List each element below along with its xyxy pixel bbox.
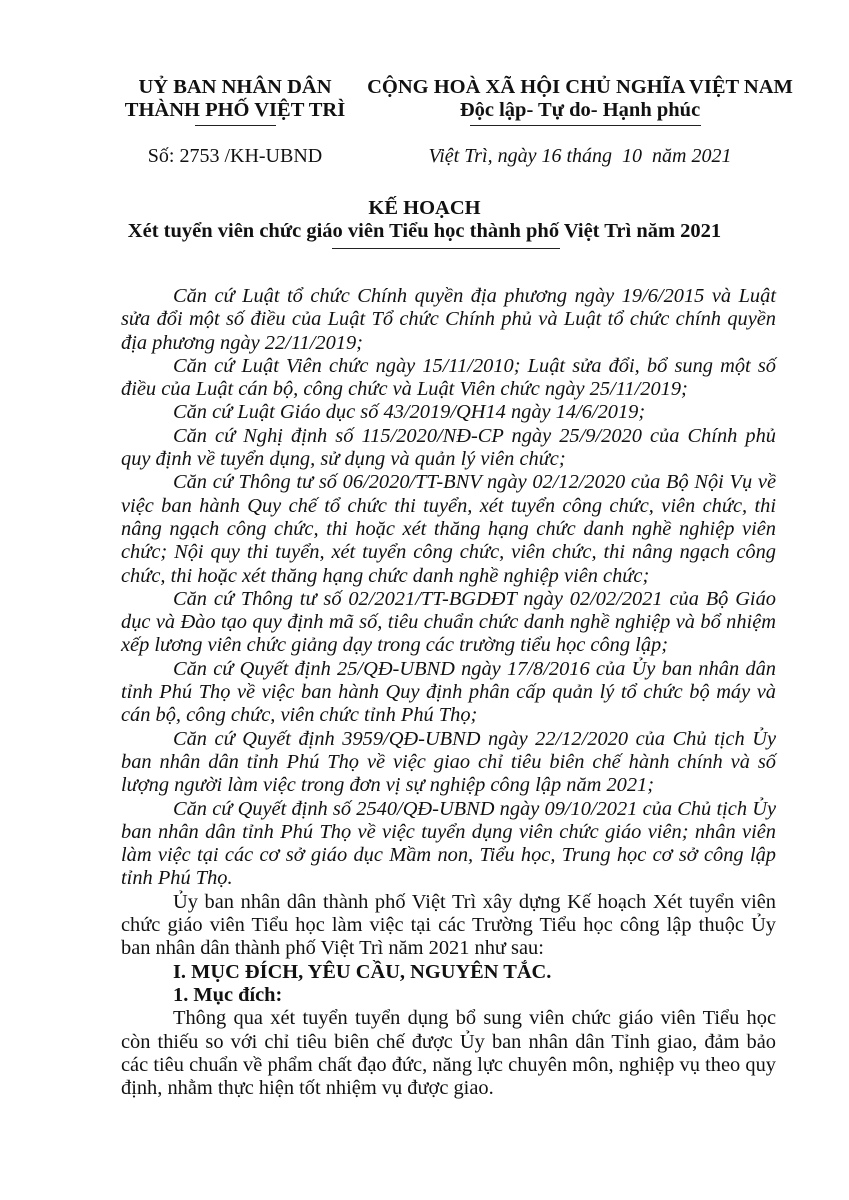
intro-paragraph: Ủy ban nhân dân thành phố Việt Trì xây dựng Kế hoạch Xét tuyển viên chức giáo viên Tiểu học làm việc tại các Trường Tiểu học công lập thuộc Ủy ban nhân dân thành phố Việt Trì năm 2021 như sau: (121, 890, 776, 960)
agency-underline (195, 125, 276, 126)
document-number: Số: 2753 /KH-UBND (147, 145, 323, 167)
issuing-agency (110, 76, 360, 122)
document-title (80, 197, 769, 243)
legal-basis: Căn cứ Quyết định 25/QĐ-UBND ngày 17/8/2016 của Ủy ban nhân dân tỉnh Phú Thọ về việc ban hành Quy định phân cấp quản lý tổ chức bộ máy và cán bộ, công chức, viên chức tỉnh Phú Thọ; (121, 657, 776, 727)
legal-basis: Căn cứ Quyết định số 2540/QĐ-UBND ngày 09/10/2021 của Chủ tịch Ủy ban nhân dân tỉnh Phú Thọ về việc tuyển dụng viên chức giáo viên; nhân viên làm việc tại các cơ sở giáo dục Mầm non, Tiểu học, Trung học cơ sở công lập tỉnh Phú Thọ. (121, 797, 776, 890)
title-underline (332, 248, 560, 249)
legal-basis: Căn cứ Luật tổ chức Chính quyền địa phương ngày 19/6/2015 và Luật sửa đổi một số điều của Luật Tổ chức Chính phủ và Luật tổ chức chính quyền địa phương ngày 22/11/2019; (121, 285, 776, 354)
purpose-paragraph: Thông qua xét tuyển tuyển dụng bổ sung viên chức giáo viên Tiểu học còn thiếu so với chỉ tiêu biên chế được Ủy ban nhân dân Tỉnh giao, đảm bảo các tiêu chuẩn về phẩm chất đạo đức, năng lực chuyên môn, nghiệp vụ theo quy định, nhằm thực hiện tốt nhiệm vụ được giao. (121, 1007, 776, 1100)
title-main: KẾ HOẠCH (368, 197, 481, 219)
agency-line-1: UỶ BAN NHÂN DÂN (138, 76, 332, 98)
national-header (365, 76, 795, 122)
motto-underline (470, 125, 701, 126)
agency-line-2: THÀNH PHỐ VIỆT TRÌ (124, 99, 346, 121)
date-line: Việt Trì, ngày 16 tháng 10 năm 2021 (428, 145, 732, 167)
subsection-heading: 1. Mục đích: (173, 983, 283, 1006)
legal-basis: Căn cứ Quyết định 3959/QĐ-UBND ngày 22/12/2020 của Chủ tịch Ủy ban nhân dân tỉnh Phú Thọ về việc giao chỉ tiêu biên chế hành chính và số lượng người làm việc trong đơn vị sự nghiệp công lập năm 2021; (121, 727, 776, 797)
national-motto: Độc lập- Tự do- Hạnh phúc (459, 99, 701, 121)
legal-basis: Căn cứ Nghị định số 115/2020/NĐ-CP ngày 25/9/2020 của Chính phủ quy định về tuyển dụng, sử dụng và quản lý viên chức; (121, 424, 776, 471)
section-heading: I. MỤC ĐÍCH, YÊU CẦU, NGUYÊN TẮC. (173, 960, 552, 983)
document-body (121, 285, 776, 1100)
legal-basis: Căn cứ Thông tư số 06/2020/TT-BNV ngày 02/12/2020 của Bộ Nội Vụ về việc ban hành Quy chế tổ chức thi tuyển, xét tuyển công chức, viên chức, thi nâng ngạch công chức, thi hoặc xét thăng hạng chức danh nghề nghiệp viên chức; Nội quy thi tuyển, xét tuyển công chức, viên chức, thi nâng ngạch công chức, thi hoặc xét thăng hạng chức danh nghề nghiệp viên chức; (121, 471, 776, 587)
nation-name: CỘNG HOÀ XÃ HỘI CHỦ NGHĨA VIỆT NAM (367, 76, 793, 98)
legal-basis: Căn cứ Thông tư số 02/2021/TT-BGDĐT ngày 02/02/2021 của Bộ Giáo dục và Đào tạo quy định mã số, tiêu chuẩn chức danh nghề nghiệp và bổ nhiệm xếp lương viên chức giảng dạy trong các trường tiểu học công lập; (121, 587, 776, 657)
legal-basis: Căn cứ Luật Viên chức ngày 15/11/2010; Luật sửa đổi, bổ sung một số điều của Luật cán bộ, công chức và Luật Viên chức ngày 25/11/2019; (121, 354, 776, 401)
legal-basis: Căn cứ Luật Giáo dục số 43/2019/QH14 ngày 14/6/2019; (173, 401, 646, 424)
title-sub: Xét tuyển viên chức giáo viên Tiểu học thành phố Việt Trì năm 2021 (127, 220, 722, 242)
